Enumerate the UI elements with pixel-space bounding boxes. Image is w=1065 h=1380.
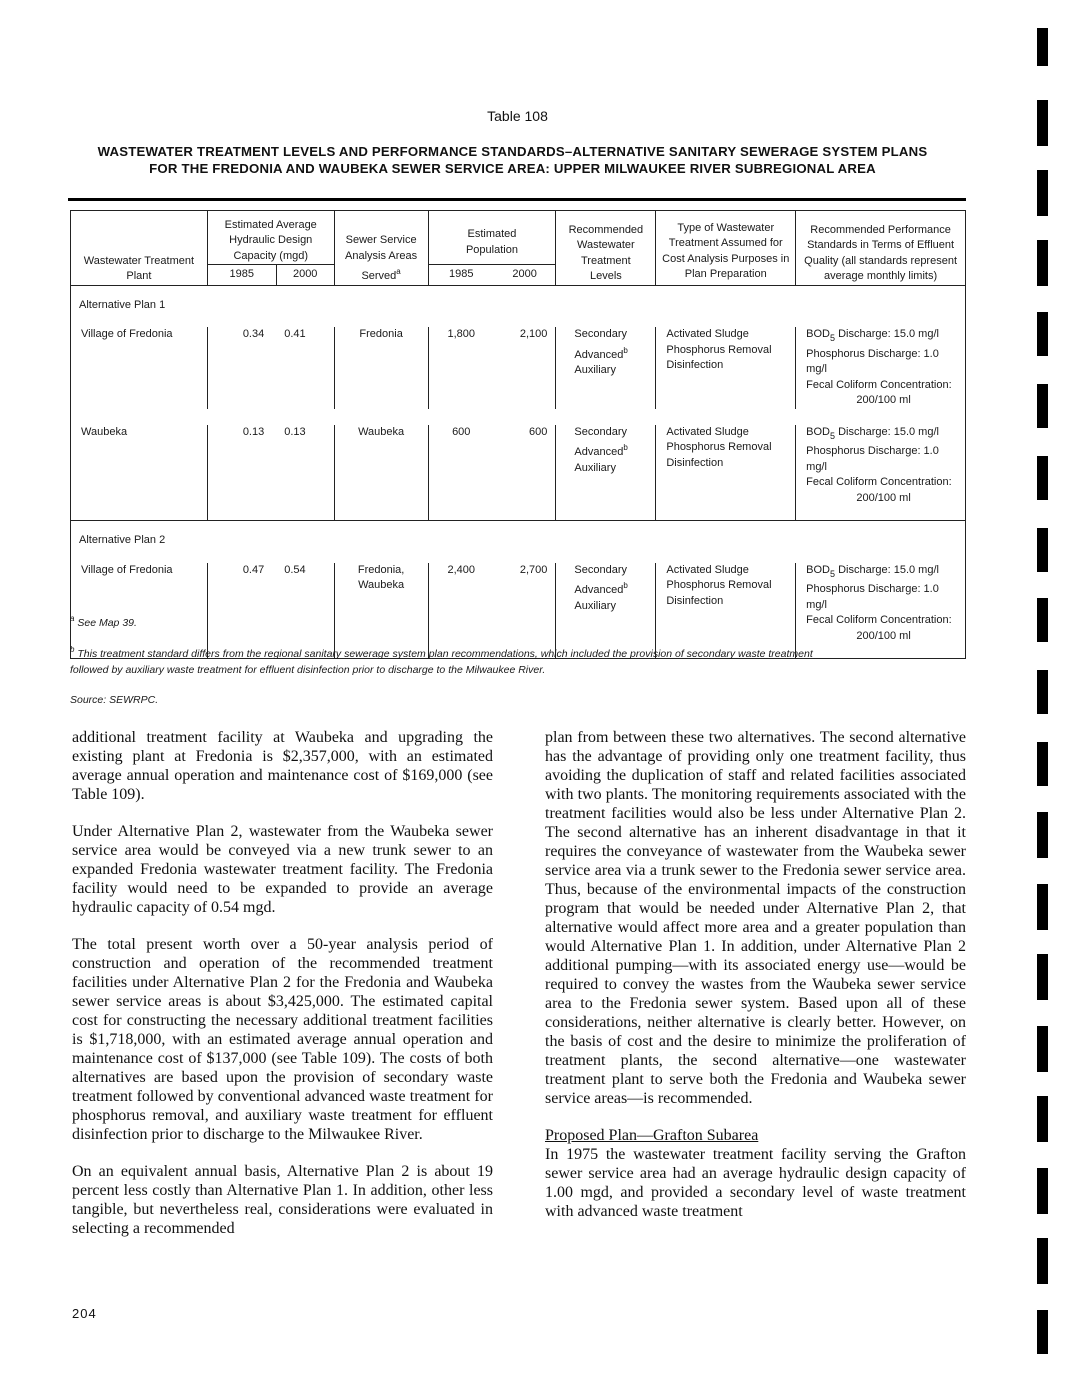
footnote-b-ref: b bbox=[623, 345, 628, 355]
cell-cap-1985: 0.47 bbox=[207, 563, 276, 659]
standard-phosphorus: Phosphorus Discharge: 1.0 mg/l bbox=[806, 583, 939, 611]
cell-cap-1985: 0.13 bbox=[207, 425, 276, 521]
level-item: Secondary bbox=[574, 328, 627, 340]
table-row bbox=[71, 327, 966, 409]
cell-pop-2000: 2,700 bbox=[494, 563, 556, 659]
type-item: Phosphorus Removal bbox=[666, 579, 772, 591]
header-pop-2000: 2000 bbox=[494, 265, 556, 286]
bod-label: BOD bbox=[806, 328, 830, 340]
table-number: Table 108 bbox=[487, 108, 548, 124]
level-item: Auxiliary bbox=[574, 599, 616, 612]
type-item: Disinfection bbox=[666, 594, 724, 607]
registration-mark bbox=[1037, 240, 1048, 286]
cell-cap-2000: 0.41 bbox=[276, 327, 334, 409]
cell-pop-1985: 1,800 bbox=[428, 327, 494, 409]
cell-areas: Waubeka bbox=[334, 425, 428, 521]
area-item: Fredonia, bbox=[357, 563, 405, 576]
footnote-a-mark: a bbox=[70, 614, 75, 623]
body-column-left bbox=[72, 728, 493, 1256]
registration-mark bbox=[1037, 670, 1048, 714]
header-capacity: Estimated Average Hydraulic Design Capacity (mgd) bbox=[207, 211, 334, 265]
type-item: Activated Sludge bbox=[666, 425, 749, 438]
cell-cap-1985: 0.34 bbox=[207, 327, 276, 409]
registration-mark bbox=[1037, 954, 1048, 1000]
type-item: Activated Sludge bbox=[666, 563, 749, 576]
footnote-a bbox=[70, 614, 970, 629]
paragraph: Under Alternative Plan 2, wastewater from the Waubeka sewer service area would be conveyed via a new trunk sewer to an expanded Fredonia wastewater treatment facility. The Fredonia facility would need to be expanded to provide an average hydraulic capacity of 0.54 mgd. bbox=[72, 823, 493, 916]
registration-mark bbox=[1037, 1096, 1048, 1142]
cell-pop-2000: 600 bbox=[494, 425, 556, 521]
cell-areas: Fredonia bbox=[334, 327, 428, 409]
registration-mark bbox=[1037, 170, 1048, 216]
type-item: Disinfection bbox=[666, 456, 724, 469]
level-item-label: Advanced bbox=[574, 584, 624, 596]
footnote-a-text: See Map 39. bbox=[77, 617, 137, 629]
registration-mark bbox=[1037, 28, 1048, 66]
level-item: Secondary bbox=[574, 425, 627, 438]
footnote-b-mark: b bbox=[70, 645, 75, 654]
bod-value: Discharge: 15.0 mg/l bbox=[835, 328, 939, 340]
footnote-b-ref: b bbox=[623, 581, 628, 590]
footnote-b-line: followed by auxiliary waste treatment for effluent disinfection prior to discharge to the Milwaukee River. bbox=[70, 664, 546, 676]
registration-mark bbox=[1037, 456, 1048, 500]
level-item-label: Advanced bbox=[574, 446, 624, 458]
page-number: 204 bbox=[72, 1306, 97, 1321]
standard-fecal: Fecal Coliform Concentration: bbox=[806, 476, 952, 488]
cell-pop-2000: 2,100 bbox=[494, 327, 556, 409]
cell-plant: Waubeka bbox=[71, 425, 208, 521]
header-areas-label: Sewer Service Analysis Areas Served bbox=[345, 234, 418, 282]
cell-pop-1985: 600 bbox=[428, 425, 494, 521]
cell-levels bbox=[556, 425, 656, 521]
cell-cap-2000: 0.54 bbox=[276, 563, 334, 659]
type-item: Phosphorus Removal bbox=[666, 343, 772, 356]
paragraph: The total present worth over a 50-year analysis period of construction and operation of the recommended treatment facilities under Alternative Plan 2 for the Fredonia and Waubeka sewer service areas is about $3,425,000. The estimated capital cost for constructing the necessary additional treatment facilities is $1,718,000, with an estimated average annual operation and maintenance cost of $137,000 (see Table 109). The costs of both alternatives are based upon the provision of secondary waste treatment followed by conventional advanced waste treatment for phosphorus removal, and auxiliary waste treatment for effluent disinfection prior to discharge to the Milwaukee River. bbox=[72, 936, 493, 1143]
registration-mark bbox=[1037, 384, 1048, 428]
area-item: Waubeka bbox=[358, 579, 405, 591]
cell-standards bbox=[796, 425, 966, 521]
standard-fecal: Fecal Coliform Concentration: bbox=[806, 614, 952, 626]
standard-phosphorus: Phosphorus Discharge: 1.0 mg/l bbox=[806, 445, 939, 473]
header-type: Type of Wastewater Treatment Assumed for Cost Analysis Purposes in Plan Preparation bbox=[656, 211, 796, 286]
footnote-a-ref: a bbox=[396, 267, 401, 276]
registration-mark bbox=[1037, 1310, 1048, 1354]
standard-bod bbox=[806, 563, 961, 583]
table-caption-line: WASTEWATER TREATMENT LEVELS AND PERFORMANCE STANDARDS–ALTERNATIVE SANITARY SEWERAGE SYSTEM PLANS bbox=[97, 144, 928, 159]
registration-mark bbox=[1037, 1238, 1048, 1284]
cell-cap-2000: 0.13 bbox=[276, 425, 334, 521]
bod-label: BOD bbox=[806, 425, 830, 438]
level-item: Secondary bbox=[574, 563, 627, 576]
cell-plant: Village of Fredonia bbox=[71, 327, 208, 409]
header-levels: Recommended Wastewater Treatment Levels bbox=[556, 211, 656, 286]
standard-bod bbox=[806, 327, 961, 347]
bod-subscript: 5 bbox=[830, 333, 836, 343]
level-item bbox=[574, 440, 651, 461]
level-item bbox=[574, 343, 651, 364]
footnote-b-line bbox=[70, 642, 970, 662]
bod-label: BOD bbox=[806, 563, 830, 576]
cell-levels bbox=[556, 327, 656, 409]
title-rule bbox=[68, 198, 966, 201]
paragraph: plan from between these two alternatives. The second alternative has the advantage of providing only one treatment facility, thus avoiding the duplication of staff and related facilities associated with two plants. The monitoring requirements associated with the treatment facilities would also be less under Alternative Plan 2. The second alternative has an inherent disadvantage in that it requires the conveyance of wastewater from the Waubeka sewer service area via a trunk sewer to the Fredonia sewer service area. Thus, because of the environmental impacts of the construction program that would be needed under Alternative Plan 2, that alternative would affect more area and a greater population than would Alternative Plan 1. In addition, under Alternative Plan 2 additional pumping—with its associated energy use—would be required to convey the wastes from the Waubeka sewer service area to the Fredonia sewer system. Based upon all of these considerations, neither alternative is clearly better. However, on the basis of cost and the desire to minimize the proliferation of treatment plants, the second alternative—one wastewater treatment plant to serve both the Fredonia and Waubeka sewer service areas—is recommended. bbox=[545, 729, 966, 1107]
cell-types bbox=[656, 425, 796, 521]
standard-fecal-value: 200/100 ml bbox=[856, 491, 911, 504]
level-item: Auxiliary bbox=[574, 364, 616, 376]
paragraph: In 1975 the wastewater treatment facility serving the Grafton sewer service area had an average hydraulic design capacity of 1.00 mgd, and provided a secondary level of waste treatment with advanced waste treatment bbox=[545, 1146, 966, 1220]
header-pop-1985: 1985 bbox=[428, 265, 494, 286]
table-caption-line: FOR THE FREDONIA AND WAUBEKA SEWER SERVICE AREA: UPPER MILWAUKEE RIVER SUBREGIONAL AREA bbox=[149, 161, 876, 176]
registration-mark bbox=[1037, 742, 1048, 786]
registration-mark bbox=[1037, 598, 1048, 642]
level-item bbox=[574, 578, 651, 599]
level-item-label: Advanced bbox=[574, 348, 624, 361]
footnote-b-ref: b bbox=[623, 443, 628, 452]
bod-value: Discharge: 15.0 mg/l bbox=[835, 425, 939, 438]
registration-mark bbox=[1037, 528, 1048, 572]
registration-mark bbox=[1037, 100, 1048, 146]
bod-subscript: 5 bbox=[830, 568, 836, 579]
standard-fecal-value: 200/100 ml bbox=[856, 394, 911, 406]
plan-label: Alternative Plan 1 bbox=[71, 285, 966, 327]
table-row bbox=[71, 425, 966, 521]
table-caption bbox=[50, 143, 975, 177]
standard-fecal-value: 200/100 ml bbox=[856, 629, 911, 642]
registration-mark bbox=[1037, 812, 1048, 858]
table-source: Source: SEWRPC. bbox=[70, 694, 159, 706]
header-cap-1985: 1985 bbox=[207, 265, 276, 286]
registration-mark bbox=[1037, 1168, 1048, 1214]
footnote-b-text: This treatment standard differs from the regional sanitary sewerage system plan recommendations, which included the provision of secondary waste treatment bbox=[77, 648, 813, 660]
treatment-table bbox=[70, 210, 966, 659]
registration-mark bbox=[1037, 1026, 1048, 1072]
registration-mark bbox=[1037, 312, 1048, 356]
cell-standards bbox=[796, 327, 966, 409]
plan-label: Alternative Plan 2 bbox=[71, 521, 966, 563]
level-item: Auxiliary bbox=[574, 461, 616, 474]
cell-types bbox=[656, 327, 796, 409]
header-plant: Wastewater Treatment Plant bbox=[71, 211, 208, 286]
header-areas bbox=[334, 211, 428, 286]
cell-plant: Village of Fredonia bbox=[71, 563, 208, 659]
standard-phosphorus: Phosphorus Discharge: 1.0 mg/l bbox=[806, 347, 939, 375]
bod-subscript: 5 bbox=[830, 430, 836, 441]
type-item: Activated Sludge bbox=[666, 328, 749, 340]
body-column-right bbox=[545, 728, 966, 1239]
paragraph: additional treatment facility at Waubeka and upgrading the existing plant at Fredonia is $2,357,000, with an estimated average annual operation and maintenance cost of $169,000 (see Table 109). bbox=[72, 729, 493, 803]
bod-value: Discharge: 15.0 mg/l bbox=[835, 563, 939, 576]
registration-mark bbox=[1037, 884, 1048, 930]
header-standards: Recommended Performance Standards in Terms of Effluent Quality (all standards represent average monthly limits) bbox=[796, 211, 966, 286]
cell-pop-1985: 2,400 bbox=[428, 563, 494, 659]
footnote-b bbox=[70, 642, 970, 678]
header-cap-2000: 2000 bbox=[276, 265, 334, 286]
standard-bod bbox=[806, 425, 961, 445]
type-item: Disinfection bbox=[666, 359, 724, 371]
header-population: Estimated Population bbox=[428, 211, 556, 265]
type-item: Phosphorus Removal bbox=[666, 441, 772, 453]
section-heading: Proposed Plan—Grafton Subarea bbox=[545, 1127, 759, 1144]
paragraph: On an equivalent annual basis, Alternative Plan 2 is about 19 percent less costly than Alternative Plan 1. In addition, other less tangible, but nevertheless real, considerations were evaluated in selecting a recommended bbox=[72, 1163, 493, 1237]
standard-fecal: Fecal Coliform Concentration: bbox=[806, 378, 952, 391]
